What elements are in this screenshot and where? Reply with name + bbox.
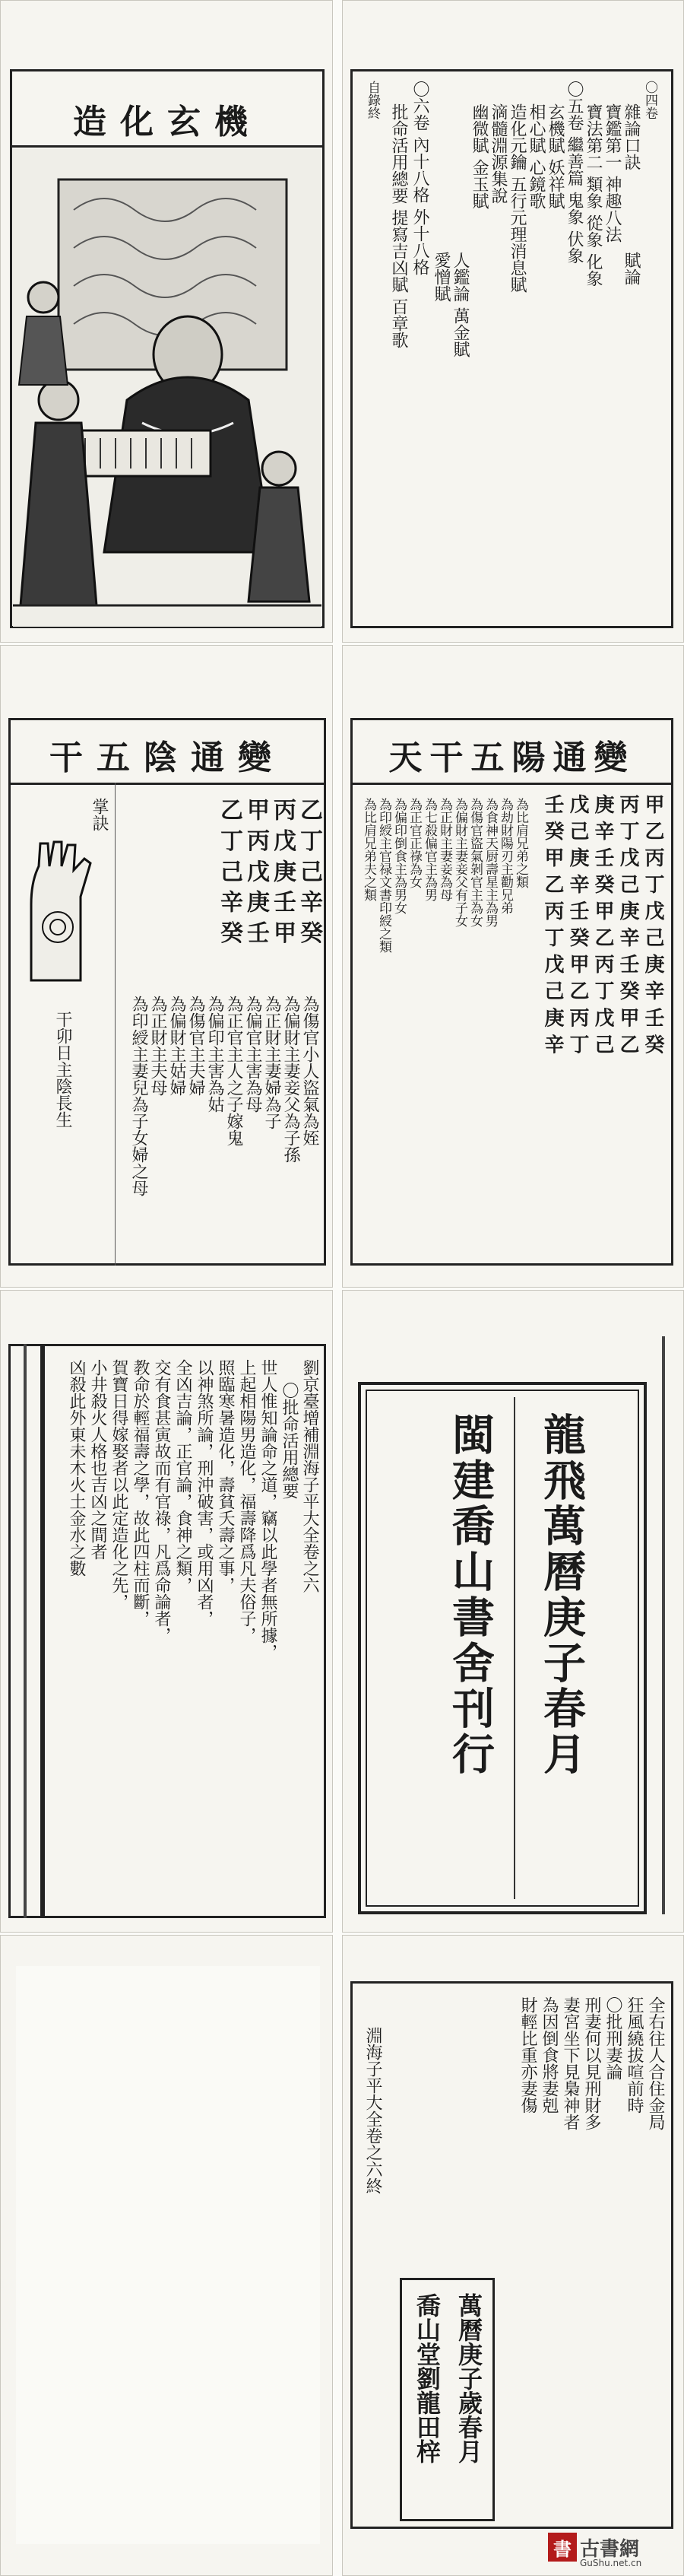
preface-col-3: 以神煞所論，刑沖破害，或用凶者， <box>195 1359 214 1627</box>
note-1: 為偏財主妻妾父為子孫 <box>281 996 300 1163</box>
watermark-url: GuShu.net.cn <box>580 2558 642 2568</box>
note-4: 為正官主人之子嫁鬼 <box>224 996 243 1146</box>
text-col-0: 全右往人合住金局 <box>646 1996 665 2130</box>
note-7: 為偏財主姑婦 <box>167 996 186 1096</box>
grid-col-4: 壬 癸 甲 乙 丙 丁 戊 己 庚 辛 <box>541 794 564 1054</box>
grid-col-3: 乙 丁 己 辛 癸 <box>216 798 242 944</box>
note-6: 為傷官主夫婦 <box>186 996 205 1096</box>
toc-col-0: 〇四卷 <box>642 81 657 119</box>
grid-col-1: 丙 丁 戊 己 庚 辛 壬 癸 甲 乙 <box>616 794 639 1054</box>
text-col-6: 財輕比重亦妻傷 <box>518 1996 537 2114</box>
spread2-left-page <box>0 645 333 1288</box>
note-10: 為比肩兄弟夫之類 <box>361 798 376 901</box>
preface-col-1: 上起相陽男造化，福壽降爲凡夫俗子， <box>237 1359 256 1644</box>
palm-diagram-icon <box>16 836 100 988</box>
note-0: 為比肩兄弟之類 <box>513 798 528 888</box>
note-3: 為傷官盜氣剝官主為女 <box>467 798 483 927</box>
preface-col-5: 交有食甚寅故而有官祿，凡爲命論者， <box>152 1359 171 1644</box>
note-6: 為七殺偏官主為男 <box>422 798 437 901</box>
toc-col-4: 寶法第二 類象 從象 化象 <box>584 103 603 287</box>
note-2: 為正財主妻婦為子 <box>262 996 281 1129</box>
spread3-left-page <box>0 1290 333 1933</box>
toc-col-5: 〇五卷 繼善篇 鬼象 伏象 <box>565 81 584 264</box>
toc-col-6: 玄機賦 妖祥賦 <box>546 103 565 209</box>
margin-rule <box>24 1344 27 1918</box>
grid-col-2: 庚 辛 壬 癸 甲 乙 丙 丁 戊 己 <box>591 794 614 1054</box>
preface-col-9: 凶殺此外東未木火土金水之數 <box>67 1359 86 1577</box>
margin-rule <box>40 1344 45 1918</box>
text-col-1: 狂風繞拔喧前時 <box>625 1996 644 2114</box>
preface-col-0: 世人惟知論命之道，竊以此學者無所據， <box>258 1359 277 1660</box>
toc-col-1: 雜論口訣 <box>622 103 641 170</box>
section-header: 天干五陽通變 <box>352 726 672 785</box>
toc-col-7: 相心賦 心鏡歌 <box>527 103 546 209</box>
text-col-3: 刑妻何以見刑財多 <box>582 1996 601 2130</box>
toc-col-8: 造化元鑰 五行元理消息賦 <box>508 103 527 293</box>
note-5: 為偏印主害為姑 <box>205 996 224 1113</box>
watermark-text: 古書網 <box>580 2538 640 2561</box>
watermark-logo-icon: 書 <box>548 2533 577 2562</box>
section-header: 干五陰通變 <box>10 726 325 785</box>
grid-col-0: 乙 丁 己 辛 癸 <box>296 798 322 944</box>
text-col-4: 妻宮坐下見梟神者 <box>561 1996 580 2130</box>
toc-col-2: 賦論 <box>622 252 641 285</box>
cover-title: 龍飛萬曆庚子春月 <box>537 1412 587 1777</box>
toc-col-12: 愛憎賦 <box>432 252 451 302</box>
preface-col-7: 賀寶日得嫁娶者以此定造化之先， <box>109 1359 128 1610</box>
blank-leaf <box>16 1966 320 2544</box>
note-9: 為印綬主官禄文書印綬之類 <box>376 798 391 953</box>
spread1-left-page <box>0 0 333 643</box>
grid-col-0: 甲 乙 丙 丁 戊 己 庚 辛 壬 癸 <box>641 794 664 1054</box>
toc-col-11: 人鑑論 萬金賦 <box>451 252 470 357</box>
note-4: 為偏財主妻妾父有子女 <box>452 798 467 927</box>
note-7: 為正官正祿為女 <box>407 798 422 888</box>
column-rule <box>514 1397 515 1899</box>
cover-inner-frame <box>366 1390 639 1907</box>
toc-col-14: 批命活用總要 提寫吉凶賦 百章歌 <box>389 103 408 348</box>
note-9: 為印綬主妻兒為子女婦之母 <box>129 996 148 1196</box>
preface-col-8: 小井殺火人格也吉凶之間者 <box>88 1359 107 1560</box>
preface-title: 劉京臺增補淵海子平大全卷之六 <box>300 1359 319 1593</box>
section-heading: 〇批刑妻論 <box>603 1996 622 2080</box>
diagram-note: 干卯日主陰長生 <box>53 1011 72 1128</box>
toc-col-15: 自錄終 <box>365 81 380 119</box>
toc-col-13: 〇六卷 內十八格 外十八格 <box>410 81 429 275</box>
text-col-5: 為因倒食將妻剋 <box>540 1996 559 2114</box>
preface-col-4: 全凶吉論，正官論，食神之類， <box>173 1359 192 1593</box>
spread4-left-page <box>0 1935 333 2576</box>
spread3-right-page <box>342 1290 684 1933</box>
end-title: 淵海子平大全卷之六終 <box>363 2027 382 2194</box>
preface-col-2: 照臨寒暑造化，壽貧夭壽之事， <box>216 1359 235 1593</box>
woodblock-illustration <box>13 149 321 627</box>
colophon-line-2: 喬山堂劉龍田梓 <box>413 2293 442 2463</box>
toc-col-3: 寶鑑第一 神趣八法 <box>603 103 622 243</box>
note-8: 為正財主夫母 <box>148 996 167 1096</box>
cover-publisher: 閩建喬山書舍刊行 <box>445 1412 496 1777</box>
spread4-right-page <box>342 1935 684 2576</box>
note-5: 為正財主妻妾為母 <box>437 798 452 901</box>
note-0: 為傷官小人盜氣為姪 <box>300 996 319 1146</box>
note-3: 為偏官主害為母 <box>243 996 262 1113</box>
note-2: 為食神天厨壽星主為男 <box>483 798 498 927</box>
note-1: 為劫財陽刃主勸兄弟 <box>498 798 513 914</box>
preface-subtitle: 〇批命活用總要 <box>280 1382 299 1499</box>
spread2-right-page <box>342 645 684 1288</box>
toc-col-10: 幽微賦 金玉賦 <box>470 103 489 209</box>
grid-col-3: 戊 己 庚 辛 壬 癸 甲 乙 丙 丁 <box>566 794 589 1054</box>
illustration-banner: 造化玄機 <box>11 92 323 148</box>
note-8: 為偏印倒食主為男女 <box>391 798 407 914</box>
grid-col-1: 丙 戊 庚 壬 甲 <box>269 798 296 944</box>
grid-col-2: 甲 丙 戊 庚 壬 <box>242 798 269 944</box>
diagram-label: 掌訣 <box>90 798 109 831</box>
toc-col-9: 滴髓淵源集說 <box>489 103 508 204</box>
preface-col-6: 教命於輕福壽之學，故此四柱而斷， <box>131 1359 150 1627</box>
column-rule <box>115 783 116 1266</box>
spread1-right-page <box>342 0 684 643</box>
margin-rule <box>662 1336 665 1914</box>
colophon-line-1: 萬曆庚子歲春月 <box>454 2293 483 2463</box>
